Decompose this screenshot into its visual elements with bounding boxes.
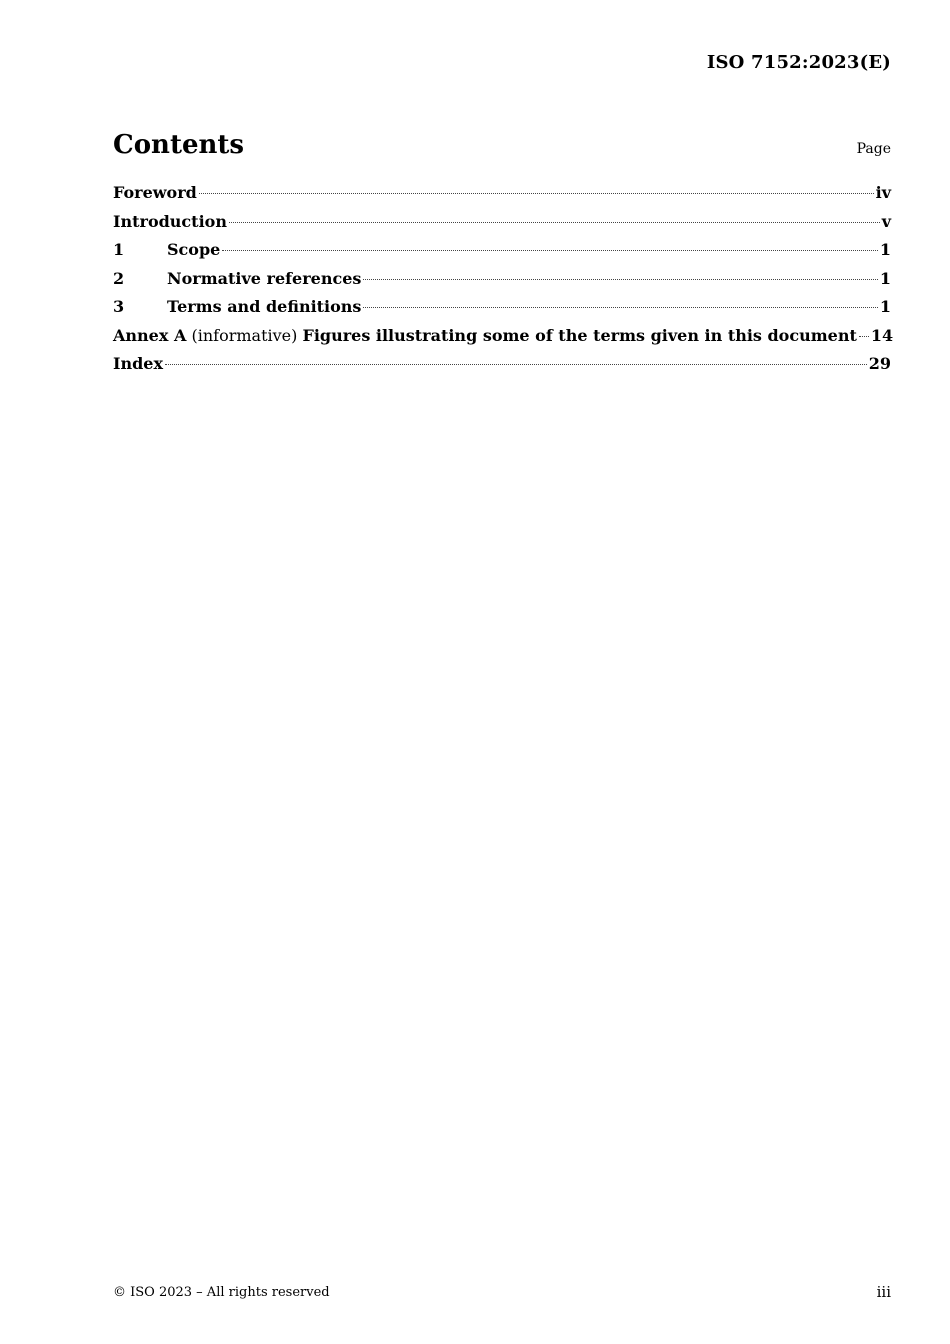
toc-entry-page: 1 — [879, 240, 891, 259]
toc-dot-leader — [165, 364, 867, 365]
toc-entry-page: 1 — [879, 297, 891, 316]
toc-entry-annex-a[interactable] — [113, 325, 894, 355]
toc-entry-page: iv — [875, 183, 891, 202]
toc-dot-leader — [199, 193, 874, 194]
toc-entry-title: Introduction — [113, 211, 227, 231]
toc-entry-page: 1 — [879, 268, 891, 288]
toc-dot-leader — [363, 279, 877, 280]
toc-dot-leader — [229, 222, 880, 223]
toc-dot-leader — [363, 307, 877, 308]
toc-entry-page: 14 — [870, 325, 894, 345]
toc-entry-page: 29 — [868, 354, 891, 373]
toc-entry-number: 1 — [113, 240, 125, 259]
toc-entry-terms-and-definitions[interactable] — [113, 297, 891, 326]
table-of-contents — [113, 183, 894, 383]
toc-entry-number: 3 — [113, 297, 125, 316]
page-title: Contents — [113, 130, 245, 160]
document-id: ISO 7152:2023(E) — [706, 52, 891, 73]
contents-header — [113, 130, 891, 160]
toc-entry-title: Index — [113, 354, 164, 373]
toc-entry-foreword[interactable] — [113, 183, 891, 212]
toc-entry-title: Figures illustrating some of the terms given in this document — [302, 325, 857, 345]
toc-entry-title: Foreword — [113, 183, 197, 202]
toc-dot-leader — [859, 336, 869, 337]
copyright-notice: © ISO 2023 – All rights reserved — [113, 1285, 330, 1300]
toc-entry-title: Terms and definitions — [167, 297, 362, 316]
toc-entry-index[interactable] — [113, 354, 891, 383]
page-number: iii — [876, 1283, 891, 1301]
toc-entry-number: 2 — [113, 268, 125, 288]
toc-annex-type: (informative) — [191, 325, 298, 345]
toc-entry-title: Normative references — [167, 268, 362, 288]
toc-entry-scope[interactable] — [113, 240, 891, 269]
toc-entry-normative-references[interactable] — [113, 269, 891, 298]
page-column-label: Page — [856, 141, 891, 157]
toc-entry-page: v — [881, 211, 891, 231]
toc-entry-title: Scope — [167, 240, 221, 259]
toc-dot-leader — [222, 250, 878, 251]
toc-annex-label: Annex A — [113, 325, 187, 345]
toc-entry-introduction[interactable] — [113, 212, 891, 241]
